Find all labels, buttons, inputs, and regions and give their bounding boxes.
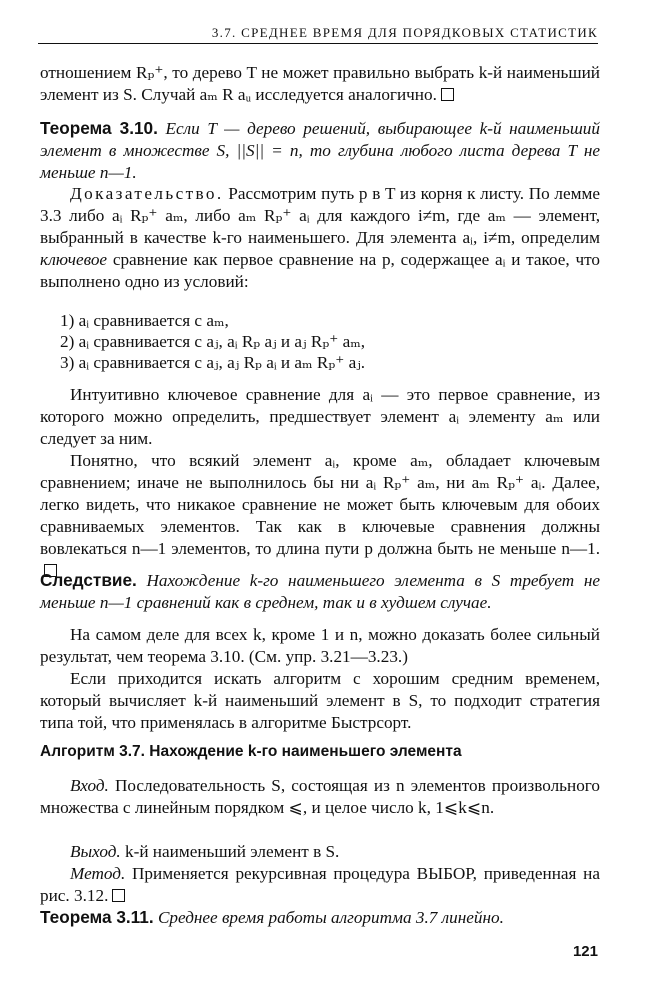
page-number: 121 — [572, 943, 598, 960]
paragraph-clear — [40, 450, 600, 582]
proof-keyword: ключевое — [40, 250, 108, 269]
qed-square-icon — [441, 88, 454, 101]
proof-text-continued: сравнение как первое сравнение на p, содержащее aᵢ и такое, что выполнено одно из условий: — [40, 250, 600, 291]
proof-label: Доказательство. — [70, 184, 224, 203]
qed-square-icon — [112, 889, 125, 902]
corollary-label: Следствие. — [40, 570, 137, 590]
paragraph-text: Понятно, что всякий элемент aᵢ, кроме aₘ, обладает ключевым сравнением; иначе не выполнилось бы ни aᵢ Rₚ⁺ aₘ, ни aₘ Rₚ⁺ aᵢ. Далее, легко видеть, что никакое сравнение не может быть ключевым для обоих сравниваемых элементов. Так как в ключевые сравнения должны вовлекаться n—1 элементов, то длина пути p должна быть не меньше n—1. — [40, 451, 600, 558]
theorem-label: Теорема 3.10. — [40, 118, 158, 138]
proof-text: Рассмотрим путь p в T из корня к листу. По лемме 3.3 либо aᵢ Rₚ⁺ aₘ, либо aₘ Rₚ⁺ aᵢ для каждого i≠m, где aₘ — элемент, выбранный в качестве k-го наименьшего. Для элемента aᵢ, i≠m, определим — [40, 184, 600, 247]
output-text: k-й наименьший элемент в S. — [125, 842, 340, 861]
paragraph-intuition: Интуитивно ключевое сравнение для aᵢ — это первое сравнение, из которого можно определить, предшествует элемент aᵢ элементу aₘ или следует за ним. — [40, 385, 600, 448]
algorithm-input — [40, 775, 600, 819]
condition-item: 3) aᵢ сравнивается с aⱼ, aⱼ Rₚ aᵢ и aₘ Rₚ⁺ aⱼ. — [60, 353, 366, 372]
output-label: Выход. — [70, 842, 121, 861]
proof-paragraph — [40, 183, 600, 293]
method-text: Применяется рекурсивная процедура ВЫБОР, приведенная на рис. 3.12. — [40, 864, 601, 905]
paragraph-continuation — [40, 62, 600, 106]
algorithm-title: Алгоритм 3.7. Нахождение k-го наименьшего элемента — [40, 743, 462, 760]
paragraph-indeed: На самом деле для всех k, кроме 1 и n, можно доказать более сильный результат, чем теорема 3.10. (См. упр. 3.21—3.23.) — [40, 625, 600, 666]
theorem-text: Если T — дерево решений, выбирающее k-й наименьший элемент в множестве S, ||S|| = n, то глубина любого листа дерева T не меньше n—1. — [40, 119, 600, 182]
paragraph-text: отношением Rₚ⁺, то дерево T не может правильно выбрать k-й наименьший элемент из S. Случай aₘ R aᵤ исследуется аналогично. — [40, 63, 600, 104]
header-rule — [38, 43, 598, 44]
conditions-list — [60, 310, 600, 373]
algorithm-output — [40, 841, 600, 863]
theorem-3-10 — [40, 117, 600, 184]
algorithm-method — [40, 863, 600, 907]
input-text: Последовательность S, состоящая из n элементов произвольного множества с линейным порядком ⩽, и целое число k, 1⩽k⩽n. — [40, 776, 601, 817]
method-label: Метод. — [70, 864, 126, 883]
theorem-label: Теорема 3.11. — [40, 907, 154, 927]
paragraph-if: Если приходится искать алгоритм с хорошим средним временем, который вычисляет k-й наименьший элемент в S, то подходит стратегия типа той, что применялась в алгоритме Быстрсорт. — [40, 669, 600, 732]
condition-item: 1) aᵢ сравнивается с aₘ, — [60, 311, 229, 330]
theorem-text: Среднее время работы алгоритма 3.7 линейно. — [157, 908, 504, 927]
input-label: Вход. — [70, 776, 109, 795]
condition-item: 2) aᵢ сравнивается с aⱼ, aᵢ Rₚ aⱼ и aⱼ Rₚ⁺ aₘ, — [60, 332, 366, 351]
corollary-text: Нахождение k-го наименьшего элемента в S требует не меньше n—1 сравнений как в среднем, так и в худшем случае. — [40, 571, 600, 612]
theorem-3-11 — [40, 906, 600, 929]
corollary — [40, 569, 600, 614]
running-header: 3.7. СРЕДНЕЕ ВРЕМЯ ДЛЯ ПОРЯДКОВЫХ СТАТИСТИК — [211, 25, 598, 40]
